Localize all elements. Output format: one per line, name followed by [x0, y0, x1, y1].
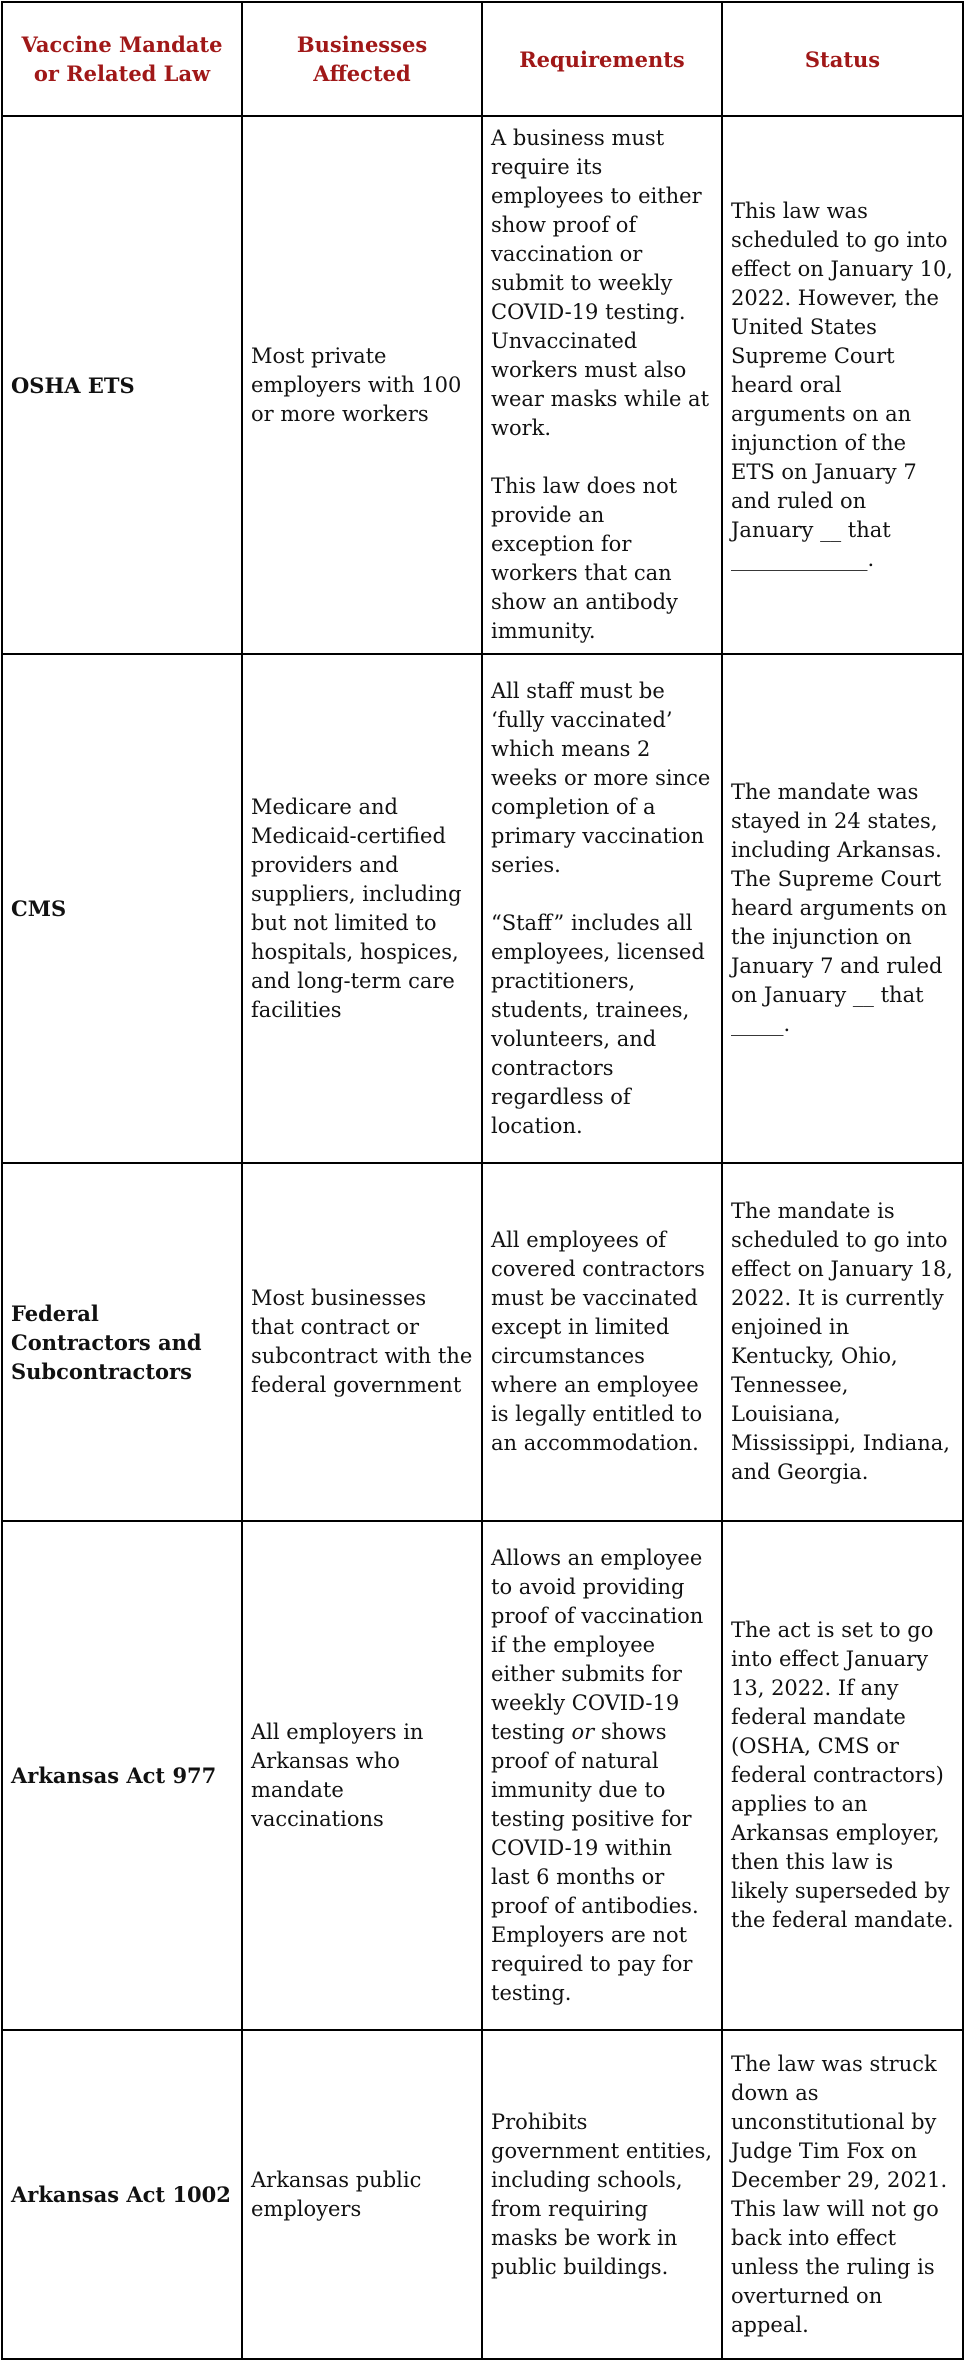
law-cell: CMS: [2, 654, 242, 1163]
businesses-cell: Most private employers with 100 or more workers: [242, 116, 482, 654]
status-cell: The law was struck down as unconstitutional by Judge Tim Fox on December 29, 2021. This law will not go back into effect unless the ruling is overturned on appeal.: [722, 2030, 963, 2359]
requirements-paragraph: A business must require its employees to either show proof of vaccination or submit to weekly COVID-19 testing. Unvaccinated workers must also wear masks while at work.: [491, 126, 710, 440]
table-row-federal-contractors: [2, 1163, 963, 1521]
law-cell: Arkansas Act 1002: [2, 2030, 242, 2359]
header-businesses: Businesses Affected: [242, 2, 482, 116]
requirements-text-before: Allows an employee to avoid providing proof of vaccination if the employee either submits for weekly COVID-19 testing: [491, 1545, 704, 1744]
status-cell: The mandate was stayed in 24 states, including Arkansas. The Supreme Court heard arguments on the injunction on January 7 and ruled on January __ that _____.: [722, 654, 963, 1163]
table-header-row: [2, 2, 963, 116]
requirements-paragraph: Prohibits government entities, including schools, from requiring masks be work in public buildings.: [491, 2109, 713, 2279]
businesses-cell: Most businesses that contract or subcontract with the federal government: [242, 1163, 482, 1521]
businesses-cell: All employers in Arkansas who mandate vaccinations: [242, 1521, 482, 2030]
law-cell: OSHA ETS: [2, 116, 242, 654]
requirements-paragraph: All employees of covered contractors must be vaccinated except in limited circumstances where an employee is legally entitled to an accommodation.: [491, 1228, 705, 1455]
table-row-osha-ets: [2, 116, 963, 654]
requirements-cell: [482, 1521, 722, 2030]
requirements-cell: [482, 654, 722, 1163]
requirements-paragraph: [491, 1544, 713, 2008]
law-cell: Federal Contractors and Subcontractors: [2, 1163, 242, 1521]
header-law: Vaccine Mandate or Related Law: [2, 2, 242, 116]
requirements-cell: [482, 1163, 722, 1521]
requirements-cell: [482, 2030, 722, 2359]
status-cell: This law was scheduled to go into effect on January 10, 2022. However, the United States Supreme Court heard oral arguments on an injunction of the ETS on January 7 and ruled on January __ that _____________.: [722, 116, 963, 654]
law-cell: Arkansas Act 977: [2, 1521, 242, 2030]
requirements-paragraph: “Staff” includes all employees, licensed practitioners, students, trainees, volunteers, and contractors regardless of location.: [491, 910, 705, 1138]
header-status: Status: [722, 2, 963, 116]
status-cell: The mandate is scheduled to go into effect on January 18, 2022. It is currently enjoined in Kentucky, Ohio, Tennessee, Louisiana, Mississippi, Indiana, and Georgia.: [722, 1163, 963, 1521]
requirements-emphasis: or: [571, 1719, 595, 1744]
table-row-cms: [2, 654, 963, 1163]
requirements-paragraph: This law does not provide an exception for workers that can show an antibody immunity.: [491, 474, 678, 643]
table-row-arkansas-act-1002: [2, 2030, 963, 2359]
businesses-cell: Medicare and Medicaid-certified providers and suppliers, including but not limited to hospitals, hospices, and long-term care facilities: [242, 654, 482, 1163]
requirements-cell: [482, 116, 722, 654]
requirements-text-after: shows proof of natural immunity due to testing positive for COVID-19 within last 6 months or proof of antibodies. Employers are not required to pay for testing.: [491, 1719, 699, 2005]
status-cell: The act is set to go into effect January 13, 2022. If any federal mandate (OSHA, CMS or federal contractors) applies to an Arkansas employer, then this law is likely superseded by the federal mandate.: [722, 1521, 963, 2030]
table-row-arkansas-act-977: [2, 1521, 963, 2030]
requirements-paragraph: All staff must be ‘fully vaccinated’ which means 2 weeks or more since completion of a primary vaccination series.: [491, 678, 711, 877]
header-requirements: Requirements: [482, 2, 722, 116]
vaccine-mandates-table: [1, 1, 964, 2360]
businesses-cell: Arkansas public employers: [242, 2030, 482, 2359]
